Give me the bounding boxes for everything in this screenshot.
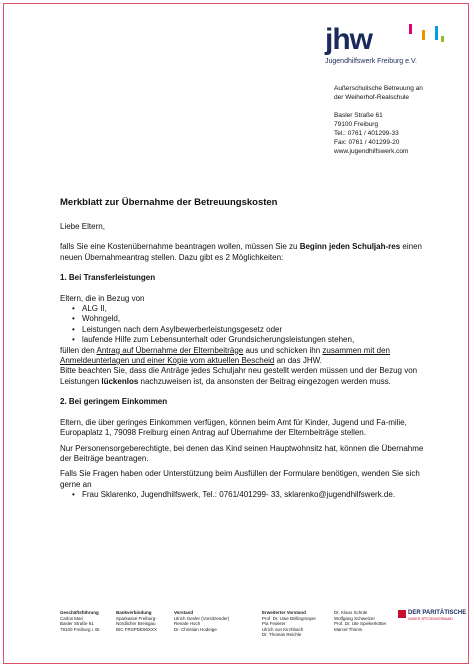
section2-paragraph: Eltern, die über geringes Einkommen verfügen, können beim Amt für Kinder, Jugend und Fa-milie, Europaplatz 1, 79098 Freiburg einen Antrag auf Übernahme der Elternbeiträge stellen. xyxy=(60,417,407,438)
benefits-list xyxy=(60,304,430,346)
footer-management: Geschäftsführung Carlos Mari Basler Straße 61 79100 Freiburg i. Br. xyxy=(60,610,101,632)
section1-instructions: füllen den Antrag auf Übernahme der Elternbeiträge aus und schicken ihn zusammen mit den Anmeldeunterlagen und einer Kopie vom aktuellen Bescheid an das JHW. xyxy=(60,345,391,366)
address-line: 79100 Freiburg xyxy=(334,121,379,128)
logo-bars-icon xyxy=(387,24,447,54)
address-line: Außerschulische Betreuung an xyxy=(334,85,423,92)
sender-address xyxy=(334,84,423,156)
jhw-logo xyxy=(325,24,445,64)
address-line: Basler Straße 61 xyxy=(334,112,383,119)
letter-body xyxy=(60,222,430,501)
intro-paragraph: falls Sie eine Kostenübernahme beantragen wollen, müssen Sie zu Beginn jeden Schuljah-res einen neuen Übernahmeantrag stellen. Dazu gibt es 2 Möglichkeiten: xyxy=(60,242,422,262)
greeting: Liebe Eltern, xyxy=(60,222,105,231)
footer-extended-board-2: Dr. Klaus Schüle Wolfgang Schweizer Prof. Dr. Ute Spiekerkötter Marcel Thimm xyxy=(334,610,387,632)
footer-board: Vorstand Ulrich Gesler (Vorsitzender) Renate Hoch Dr. Christian Hodeige xyxy=(174,610,230,632)
paritaet-logo: DER PARITÄTISCHE UNSER SPITZENVERBAND xyxy=(398,610,460,624)
logo-subtitle: Jugendhilfswerk Freiburg e.V. xyxy=(325,58,417,65)
address-line: Fax: 0761 / 401299-20 xyxy=(334,139,400,146)
contact-list xyxy=(60,490,430,500)
address-line: Tel.: 0761 / 401299-33 xyxy=(334,130,399,137)
section1-notice: Bitte beachten Sie, dass die Anträge jedes Schuljahr neu gestellt werden müssen und der Bezug von Leistungen lückenlos nachzuweisen ist, da ansonsten der Beitrag eingezogen werden muss. xyxy=(60,366,418,386)
section1-lead: Eltern, die in Bezug von xyxy=(60,293,145,303)
document-page xyxy=(3,3,469,664)
section-heading-2: 2. Bei geringem Einkommen xyxy=(60,397,168,407)
document-title: Merkblatt zur Übernahme der Betreuungskosten xyxy=(60,197,278,208)
section2-paragraph: Falls Sie Fragen haben oder Unterstützung beim Ausfüllen der Formulare benötigen, wenden Sie sich gerne an xyxy=(60,469,420,489)
section-heading-1: 1. Bei Transferleistungen xyxy=(60,273,156,283)
logo-text: jhw xyxy=(325,23,372,56)
list-item: • Leistungen nach dem Asylbewerberleistungsgesetz oder xyxy=(60,325,430,335)
section2-paragraph: Nur Personensorgeberechtigte, bei denen das Kind seinen Hauptwohnsitz hat, können die Übernahme der Beiträge beantragen. xyxy=(60,443,424,463)
list-item: • ALG II, xyxy=(60,304,430,314)
footer-bank: Bankverbindung Sparkasse Freiburg- Nördlicher Breisgau BIC FRSPDE66XXX xyxy=(116,610,158,632)
list-item: • Wohngeld, xyxy=(60,314,430,324)
footer-extended-board: Erweiterter Vorstand Prof. Dr. Uwe Böllingmayer Pia Federer Ulrich von Kirchbach Dr. Thomas Reichle xyxy=(262,610,317,638)
paritaet-icon xyxy=(398,610,406,618)
website-link[interactable]: www.jugendhilfswerk.com xyxy=(334,148,409,155)
list-item: • laufende Hilfe zum Lebensunterhalt oder Grundsicherungsleistungen stehen, xyxy=(60,335,430,345)
address-line: der Weiherhof-Realschule xyxy=(334,94,410,101)
contact-item: • Frau Sklarenko, Jugendhilfswerk, Tel.: 0761/401299- 33, sklarenko@jugendhilfswerk.de. xyxy=(60,490,430,500)
